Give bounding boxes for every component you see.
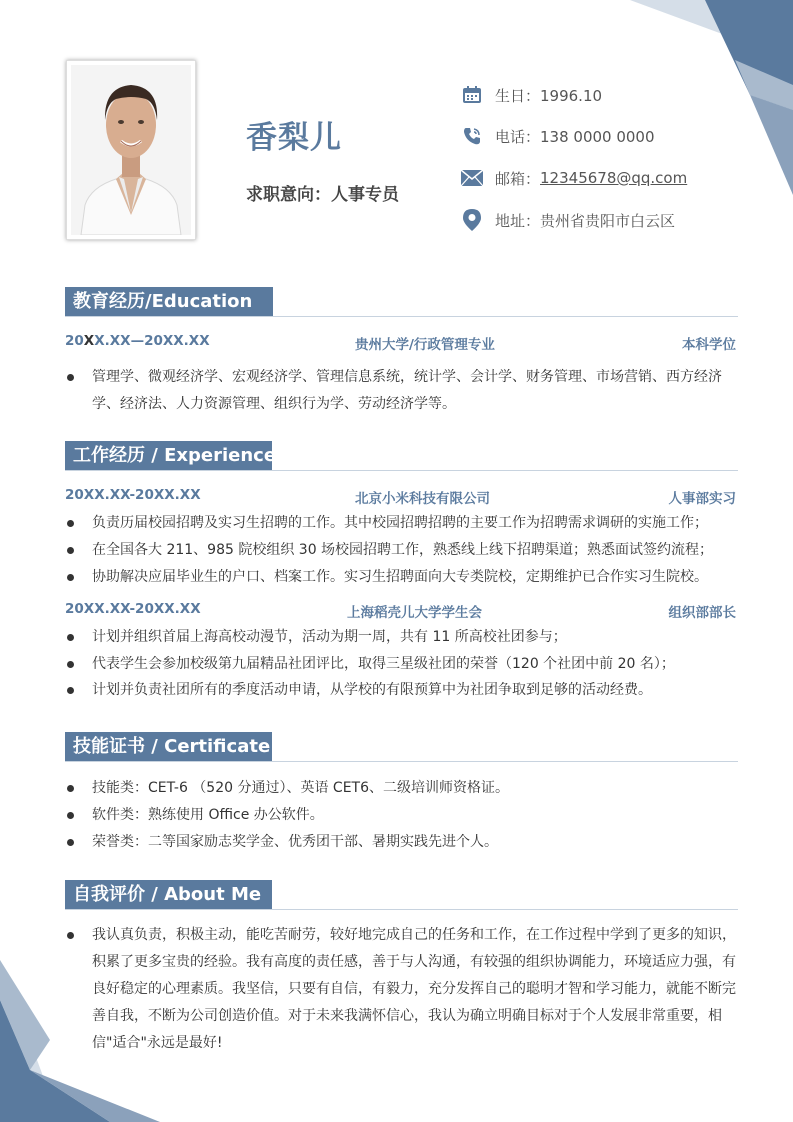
list-item: 荣誉类：二等国家励志奖学金、优秀团干部、暑期实践先进个人。 bbox=[65, 829, 745, 856]
address-text: 地址：贵州省贵阳市白云区 bbox=[495, 211, 676, 230]
education-degree: 本科学位 bbox=[682, 337, 736, 353]
contact-phone bbox=[460, 124, 655, 148]
section-title-experience: 工作经历 / Experience bbox=[65, 441, 272, 471]
candidate-name: 香梨儿 bbox=[246, 120, 342, 156]
education-date: 20XX.XX—20XX.XX bbox=[65, 333, 210, 349]
list-item: 技能类：CET-6 （520 分通过）、英语 CET6、二级培训师资格证。 bbox=[65, 775, 745, 802]
birthday-text: 生日：1996.10 bbox=[495, 86, 603, 105]
list-item: 在全国各大 211、985 院校组织 30 场校园招聘工作，熟悉线上线下招聘渠道；熟悉面试签约流程； bbox=[65, 537, 745, 564]
job-intent: 求职意向：人事专员 bbox=[246, 185, 399, 205]
section-title-about: 自我评价 / About Me bbox=[65, 880, 272, 910]
list-item: 协助解决应届毕业生的户口、档案工作。实习生招聘面向大专类院校，定期维护已合作实习生院校。 bbox=[65, 564, 745, 591]
contact-email bbox=[460, 166, 687, 190]
job-role: 人事部实习 bbox=[668, 491, 736, 507]
section-divider bbox=[65, 316, 738, 317]
section-divider bbox=[65, 909, 738, 910]
job-org: 上海稻壳儿大学学生会 bbox=[347, 605, 482, 621]
job-row bbox=[65, 487, 736, 507]
education-row bbox=[65, 333, 736, 353]
job-date: 20XX.XX-20XX.XX bbox=[65, 601, 201, 617]
list-item: 代表学生会参加校级第九届精品社团评比，取得三星级社团的荣誉（120 个社团中前 20 名）； bbox=[65, 651, 745, 678]
education-courses: 管理学、微观经济学、宏观经济学、管理信息系统，统计学、会计学、财务管理、市场营销、西方经济学、经济法、人力资源管理、组织行为学、劳动经济学等。 bbox=[65, 364, 745, 418]
calendar-icon bbox=[460, 83, 484, 107]
section-title-education: 教育经历/Education bbox=[65, 287, 273, 317]
contact-birthday bbox=[460, 83, 602, 107]
job-row bbox=[65, 601, 736, 621]
self-evaluation: 我认真负责，积极主动，能吃苦耐劳，较好地完成自己的任务和工作，在工作过程中学到了更多的知识，积累了更多宝贵的经验。我有高度的责任感，善于与人沟通，有较强的组织协调能力，环境适应力强，有良好稳定的心理素质。我坚信，只要有自信，有毅力，充分发挥自己的聪明才智和学习能力，就能不断完善自我，不断为公司创造价值。对于未来我满怀信心，我认为确立明确目标对于个人发展非常重要，相信"适合"永远是最好! bbox=[65, 922, 737, 1057]
phone-text: 电话：138 0000 0000 bbox=[495, 127, 655, 146]
list-item: 计划并负责社团所有的季度活动申请，从学校的有限预算中为社团争取到足够的活动经费。 bbox=[65, 677, 745, 704]
email-label: 邮箱： bbox=[495, 169, 541, 188]
list-item: 软件类：熟练使用 Office 办公软件。 bbox=[65, 802, 745, 829]
list-item: 计划并组织首届上海高校动漫节，活动为期一周，共有 11 所高校社团参与； bbox=[65, 624, 745, 651]
mail-icon bbox=[460, 166, 484, 190]
section-title-certificate: 技能证书 / Certificate bbox=[65, 732, 272, 762]
job-org: 北京小米科技有限公司 bbox=[355, 491, 490, 507]
section-divider bbox=[65, 470, 738, 471]
job-role: 组织部部长 bbox=[668, 605, 736, 621]
education-school: 贵州大学/行政管理专业 bbox=[355, 337, 495, 353]
phone-icon bbox=[460, 124, 484, 148]
contact-address bbox=[460, 208, 675, 232]
job-date: 20XX.XX-20XX.XX bbox=[65, 487, 201, 503]
location-pin-icon bbox=[460, 208, 484, 232]
profile-photo bbox=[66, 60, 196, 240]
avatar bbox=[71, 65, 191, 235]
section-divider bbox=[65, 761, 738, 762]
email-link[interactable]: 12345678@qq.com bbox=[540, 169, 688, 187]
list-item: 负责历届校园招聘及实习生招聘的工作。其中校园招聘招聘的主要工作为招聘需求调研的实施工作； bbox=[65, 510, 745, 537]
